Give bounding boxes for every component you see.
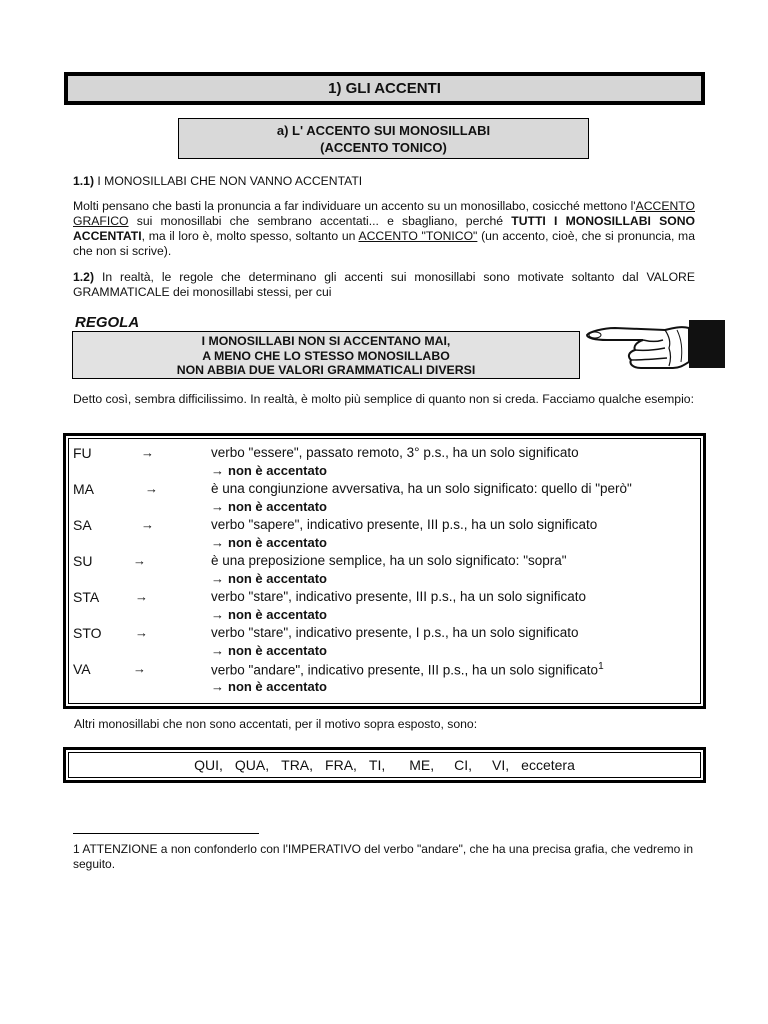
monosyllable: CI, xyxy=(454,757,473,773)
example-description: verbo "sapere", indicativo presente, III p.s., ha un solo significato xyxy=(211,517,598,532)
example-row xyxy=(69,481,700,517)
example-word: VA xyxy=(73,661,91,677)
arrow-icon: → xyxy=(133,661,146,676)
example-row xyxy=(69,517,700,553)
example-word: STO xyxy=(73,625,102,641)
monosyllable: QUA, xyxy=(234,757,270,773)
example-description: è una preposizione semplice, ha un solo significato: "sopra" xyxy=(211,553,567,568)
rule-box xyxy=(72,331,580,379)
section-1-1-text: I MONOSILLABI CHE NON VANNO ACCENTATI xyxy=(97,174,363,188)
example-word: MA xyxy=(73,481,94,497)
example-result: → non è accentato xyxy=(211,679,327,694)
example-result: → non è accentato xyxy=(211,499,327,514)
arrow-icon: → xyxy=(211,571,224,586)
example-description: verbo "andare", indicativo presente, III p.s., ha un solo significato$^1$ xyxy=(211,661,604,678)
example-row xyxy=(69,625,700,661)
example-word: SA xyxy=(73,517,92,533)
example-word: STA xyxy=(73,589,100,605)
page-title xyxy=(64,72,705,105)
paragraph-1 xyxy=(73,199,695,259)
arrow-icon: → xyxy=(211,643,224,658)
section-1-2-text: In realtà, le regole che determinano gli accenti sui monosillabi sono motivate soltanto dal VALORE GRAMMATICALE dei monosillabi stessi, per cui xyxy=(73,270,695,299)
section-1-1-number: 1.1) xyxy=(73,174,95,188)
others-intro: Altri monosillabi che non sono accentati, per il motivo sopra esposto, sono: xyxy=(74,717,478,731)
example-description: verbo "stare", indicativo presente, I p.s., ha un solo significato xyxy=(211,625,579,640)
page-title-text: 1) GLI ACCENTI xyxy=(328,80,441,97)
rule-line-1: I MONOSILLABI NON SI ACCENTANO MAI, xyxy=(201,334,451,348)
paragraph-1-text-2: sui monosillabi che sembrano accentati... e sbagliano, perché xyxy=(128,214,512,228)
paragraph-1-underline-2: ACCENTO "TONICO" xyxy=(358,229,478,243)
paragraph-1-text-4: (un accento, cioè, che si pronuncia, ma che non si scrive). xyxy=(73,229,695,258)
footnote xyxy=(73,842,695,872)
example-result: → non è accentato xyxy=(211,571,327,586)
intro-text: Detto così, sembra difficilissimo. In realtà, è molto più semplice di quanto non si creda. Facciamo qualche esempio: xyxy=(73,392,694,406)
monosyllable: QUI, xyxy=(194,757,223,773)
arrow-icon: → xyxy=(211,499,224,514)
monosyllable: FRA, xyxy=(325,757,357,773)
arrow-icon: → xyxy=(135,589,148,604)
examples-list xyxy=(68,438,701,704)
arrow-icon: → xyxy=(145,481,158,496)
pointing-hand-icon xyxy=(585,318,727,370)
example-row xyxy=(69,661,700,697)
rule-line-3: NON ABBIA DUE VALORI GRAMMATICALI DIVERSI xyxy=(176,363,476,377)
monosyllable: TRA, xyxy=(281,757,314,773)
arrow-icon: → xyxy=(211,607,224,622)
section-1-2-paragraph xyxy=(73,270,695,300)
example-description: è una congiunzione avversativa, ha un solo significato: quello di "però" xyxy=(211,481,632,496)
subtitle-line-1: a) L' ACCENTO SUI MONOSILLABI xyxy=(276,123,491,138)
rule-label: REGOLA xyxy=(75,314,140,331)
monosyllable: ME, xyxy=(409,757,435,773)
example-word: SU xyxy=(73,553,93,569)
paragraph-1-text-1: Molti pensano che basti la pronuncia a far individuare un accento su un monosillabo, cosicché mettono l' xyxy=(73,199,636,213)
subtitle-line-2: (ACCENTO TONICO) xyxy=(320,140,447,155)
example-row xyxy=(69,589,700,625)
monosyllable: eccetera xyxy=(521,757,575,773)
monosyllable: TI, xyxy=(368,757,386,773)
arrow-icon: → xyxy=(211,679,224,694)
section-1-1-heading xyxy=(73,174,695,189)
arrow-icon: → xyxy=(211,463,224,478)
example-word: FU xyxy=(73,445,92,461)
example-result: → non è accentato xyxy=(211,643,327,658)
arrow-icon: → xyxy=(211,535,224,550)
monosyllable: VI, xyxy=(492,757,510,773)
example-result: → non è accentato xyxy=(211,463,327,478)
section-1-2-number: 1.2) xyxy=(73,270,95,284)
arrow-icon: → xyxy=(141,445,154,460)
footnote-reference: 1 xyxy=(598,661,604,672)
paragraph-1-text-3: , ma il loro è, molto spesso, soltanto un xyxy=(141,229,359,243)
paragraph-1-underline-1: ACCENTO GRAFICO xyxy=(73,199,695,228)
example-result: → non è accentato xyxy=(211,607,327,622)
arrow-icon: → xyxy=(135,625,148,640)
footnote-number: 1 xyxy=(73,842,80,856)
example-row xyxy=(69,553,700,589)
footnote-divider xyxy=(73,833,259,834)
rule-line-2: A MENO CHE LO STESSO MONOSILLABO xyxy=(202,348,450,363)
others-list xyxy=(68,752,701,778)
section-subtitle xyxy=(178,118,589,159)
arrow-icon: → xyxy=(141,517,154,532)
footnote-text: ATTENZIONE a non confonderlo con l'IMPERATIVO del verbo "andare", che ha una precisa grafia, che vedremo in seguito. xyxy=(73,842,694,871)
paragraph-1-bold: TUTTI I MONOSILLABI SONO ACCENTATI xyxy=(73,214,695,243)
arrow-icon: → xyxy=(133,553,146,568)
example-description: verbo "essere", passato remoto, 3° p.s., ha un solo significato xyxy=(211,445,579,460)
examples-frame xyxy=(63,433,706,709)
example-description: verbo "stare", indicativo presente, III p.s., ha un solo significato xyxy=(211,589,587,604)
example-row xyxy=(69,445,700,481)
example-result: → non è accentato xyxy=(211,535,327,550)
others-frame xyxy=(63,747,706,783)
